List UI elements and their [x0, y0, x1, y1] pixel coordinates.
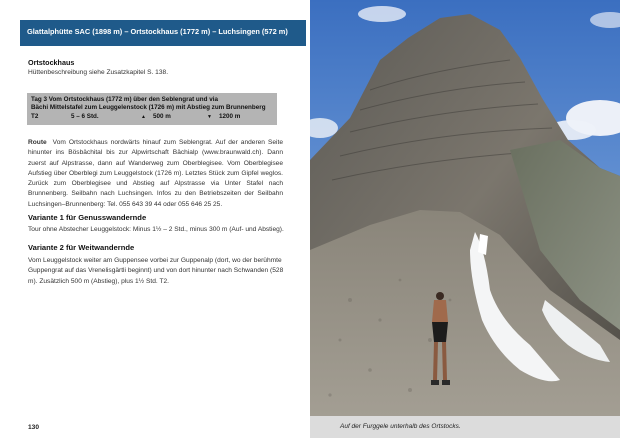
- page-number: 130: [28, 424, 40, 431]
- chapter-header-band: [20, 20, 306, 46]
- ascent-icon: ▲: [141, 114, 146, 120]
- route-text: Vom Ortstockhaus nordwärts hinauf zum Seblengrat. Auf der anderen Seite hinunter ins Bösbächital bis zur Alpwirtschaft Bächialp (www.braunwald.ch). Dann zuerst auf Alpstrasse, dann auf Wanderweg zum Oberblegisee. Vom Oberblegisee Aufstieg über Oberblegi zum Leuggelstock (1726 m). Letztes Stück zum Gipfel weglos. Zurück zum Oberblegisee und Abstieg auf Alpstrasse via Unter Stafel nach Brunnenberg. Seilbahn nach Luchsingen. Infos zu den Betriebszeiten der Seilbahn Luchsingen–Brunnenberg: Tel. 055 643 39 44 oder 055 646 25 25.: [28, 139, 283, 208]
- route-paragraph: [28, 138, 283, 210]
- tour-info-box: [27, 93, 277, 125]
- photo-caption-bar: [310, 416, 620, 438]
- variante-2-text: Vom Leuggelstock weiter am Guppensee vorbei zur Guppenalp (dort, wo der berühmte Guppengrat auf das Vrenelisgärtli beginnt) und von dort hinunter nach Schwanden (528 m). Zusätzlich 500 m (Abstieg), plus 1½ Std. T2.: [28, 257, 284, 285]
- variante-1-text: Tour ohne Abstecher Leuggelstock: Minus 1½ – 2 Std., minus 300 m (Auf- und Abstieg).: [28, 226, 284, 233]
- ortstockhaus-section: [28, 58, 284, 78]
- ortstockhaus-heading: Ortstockhaus: [28, 58, 75, 67]
- tour-title-line-1: Tag 3 Vom Ortstockhaus (1772 m) über den Seblengrat und via: [31, 96, 218, 103]
- photo-caption: Auf der Furggele unterhalb des Ortstocks.: [340, 423, 461, 430]
- route-label: Route: [28, 139, 47, 146]
- tour-ascent: 500 m: [153, 113, 171, 120]
- tour-grade: T2: [31, 113, 39, 120]
- descent-icon: ▼: [207, 114, 212, 120]
- mountain-ridge-photo: [310, 0, 620, 416]
- tour-duration: 5 – 6 Std.: [71, 113, 99, 120]
- tour-descent: 1200 m: [219, 113, 241, 120]
- variante-2-heading: Variante 2 für Weitwandernde: [28, 243, 135, 252]
- tour-title-line-2: Bächi Mittelstafel zum Leuggelenstock (1726 m) mit Abstieg zum Brunnenberg: [31, 104, 266, 111]
- chapter-title: Glattalphütte SAC (1898 m) – Ortstockhaus (1772 m) – Luchsingen (572 m): [27, 27, 288, 36]
- ortstockhaus-text: Hüttenbeschreibung siehe Zusatzkapitel S. 138.: [28, 69, 169, 76]
- tour-meta-row: [31, 113, 274, 121]
- right-page: [310, 0, 620, 438]
- variante-1-heading: Variante 1 für Genusswandernde: [28, 213, 147, 222]
